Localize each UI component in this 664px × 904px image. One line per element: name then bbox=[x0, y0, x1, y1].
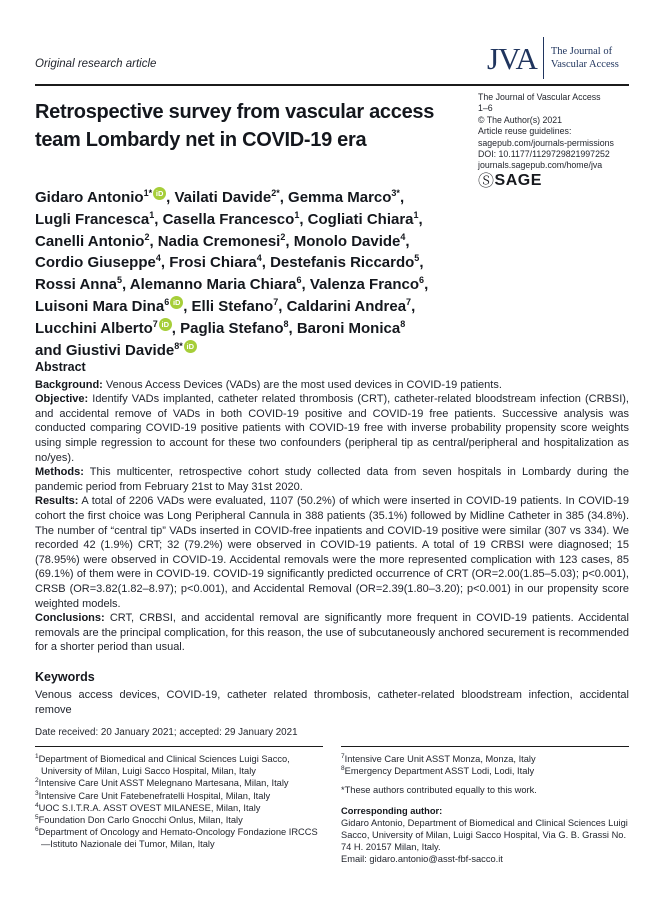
journal-logo-acronym: JVA bbox=[487, 40, 537, 76]
abstract-paragraphs bbox=[35, 378, 629, 655]
abstract-paragraph-label: Conclusions: bbox=[35, 612, 105, 625]
author-name: , Gemma Marco bbox=[279, 189, 392, 206]
author-affiliation-sup: 2 bbox=[280, 231, 286, 242]
author-name: , Paglia Stefano bbox=[171, 319, 284, 337]
author-name: , bbox=[418, 210, 423, 228]
footnote-sup: 5 bbox=[35, 813, 39, 821]
journal-logo bbox=[487, 37, 619, 79]
abstract-paragraph-label: Background: bbox=[35, 378, 103, 391]
footnote-sup: 3 bbox=[35, 789, 39, 797]
corresponding-author-heading: Corresponding author: bbox=[341, 805, 443, 816]
author-line bbox=[35, 318, 505, 340]
author-affiliation-sup: 4 bbox=[155, 253, 161, 264]
author-name: Luisoni Mara Dina bbox=[35, 297, 165, 315]
article-type-label: Original research article bbox=[35, 58, 157, 70]
journal-logo-name-line2: Vascular Access bbox=[550, 59, 619, 70]
author-affiliation-sup: 7 bbox=[406, 296, 412, 307]
footnote-sup: 8 bbox=[341, 765, 345, 773]
author-affiliation-sup: 4 bbox=[256, 253, 262, 264]
meta-link[interactable]: sagepub.com/journals-permissions bbox=[478, 137, 614, 148]
footnote-sup: 4 bbox=[35, 801, 39, 809]
author-name: , bbox=[424, 276, 429, 294]
orcid-icon[interactable]: iD bbox=[170, 296, 183, 309]
footnote-sup: 1 bbox=[35, 752, 39, 760]
author-affiliation-sup: 6 bbox=[296, 275, 302, 286]
author-name: , Alemanno Maria Chiara bbox=[121, 276, 297, 294]
abstract-paragraph: Results: A total of 2206 VADs were evaluated, 1107 (50.2%) of which were inserted in COVID-19 patients. In COVID-19 cohort the first choice was Long Peripheral Cannula in 388 patients (35.1%) followed by Midline Catheter in 385 (34.8%). The number of “central tip” VADs inserted in COVID-free inpatients and COVID-19 positive were similar (307 vs 334). We recorded 42 (1.9%) CRT; 32 (79.2%) were observed in COVID-19 patients. A total of 19 CRBSI were diagnosed; 15 (78.95%) were observed in COVID-19. Accidental removals were the more represented complication with 123 cases, 85 (69.1%) of them were in COVID-19. COVID-19 significantly predicted occurrence of CRT (OR=2.00(1.85–5.03); p<0.001), CRSB (OR=3.82(1.82–8.97); p<0.001), and Accidental Removal (OR=2.39(1.80–3.20); p<0.001) in our propensity score weighted models. bbox=[35, 495, 629, 610]
author-name: , Destefanis Riccardo bbox=[261, 254, 415, 272]
orcid-icon[interactable]: iD bbox=[159, 318, 172, 331]
meta-line: © The Author(s) 2021 bbox=[478, 114, 563, 125]
meta-line: DOI: 10.1177/1129729821997252 bbox=[478, 149, 610, 160]
meta-lines bbox=[478, 92, 634, 172]
author-list bbox=[35, 187, 505, 361]
affiliation-footnote: $^2$Intensive Care Unit ASST Melegnano Martesana, Milan, Italy bbox=[35, 777, 289, 789]
equal-contribution-note: *These authors contributed equally to this work. bbox=[341, 785, 537, 796]
sage-logo-text: SAGE bbox=[494, 171, 542, 189]
affiliation-footnote: $^3$Intensive Care Unit Fatebenefratelli Hospital, Milan, Italy bbox=[35, 789, 271, 801]
author-line bbox=[35, 187, 505, 209]
author-name: , Valenza Franco bbox=[301, 276, 420, 294]
meta-line: 1–6 bbox=[478, 103, 493, 114]
abstract-paragraph-label: Objective: bbox=[35, 393, 89, 406]
author-affiliation-sup: 3* bbox=[391, 188, 400, 198]
affiliation-footnote: $^6$Department of Oncology and Hemato-Oncology Fondazione IRCCS—Istituto Nazionale dei Tumor, Milan, Italy bbox=[35, 826, 318, 850]
header-rule bbox=[35, 84, 629, 86]
sage-logo bbox=[478, 170, 634, 190]
author-line bbox=[35, 340, 505, 362]
date-received-line: Date received: 20 January 2021; accepted: 29 January 2021 bbox=[35, 727, 298, 738]
orcid-icon[interactable]: iD bbox=[153, 187, 166, 200]
abstract-paragraph: Objective: Identify VADs implanted, catheter related thrombosis (CRT), catheter-related bloodstream infection (CRBSI), and accidental remove of VADs in both COVID-19 positive and COVID-19 free patients. Successive analysis was conducted comparing COVID-19 positive patients with COVID-19 free with inverse probability propensity score weights using simple regression to account for these two confounders (peripheral tip as central/peripheral and hospitalization as no/yes). bbox=[35, 393, 629, 464]
meta-line: Article reuse guidelines: bbox=[478, 126, 572, 137]
author-name: , Elli Stefano bbox=[183, 297, 274, 315]
sage-circled-s-icon: Ⓢ bbox=[478, 170, 495, 190]
author-affiliation-sup: 2* bbox=[271, 188, 280, 198]
abstract-paragraph-label: Results: bbox=[35, 495, 79, 508]
page-title bbox=[35, 98, 495, 154]
page-title-line2: team Lombardy net in COVID-19 era bbox=[35, 129, 367, 151]
author-affiliation-sup: 2 bbox=[144, 231, 150, 242]
journal-logo-name-line1: The Journal of bbox=[550, 45, 613, 57]
footnotes-right-column bbox=[341, 746, 629, 866]
corresponding-author-text: Gidaro Antonio, Department of Biomedical and Clinical Sciences Luigi Sacco, University of Milan, Luigi Sacco Hospital, Via G. B. Grassi No. 74 H. 20157 Milan, Italy. bbox=[341, 817, 628, 853]
author-name: Gidaro Antonio bbox=[35, 189, 144, 206]
author-name: Canelli Antonio bbox=[35, 232, 145, 250]
footnotes-left-column bbox=[35, 746, 323, 866]
corresponding-author-email[interactable]: Email: gidaro.antonio@asst-fbf-sacco.it bbox=[341, 854, 503, 865]
author-line bbox=[35, 231, 505, 253]
author-name: Lucchini Alberto bbox=[35, 319, 153, 337]
author-name: , Vailati Davide bbox=[166, 189, 272, 206]
footnote-sup: 7 bbox=[341, 752, 345, 760]
author-name: , Baroni Monica bbox=[288, 319, 401, 337]
author-affiliation-sup: 1 bbox=[149, 209, 155, 220]
journal-logo-divider bbox=[543, 37, 544, 79]
author-name: , bbox=[399, 189, 405, 206]
author-line bbox=[35, 274, 505, 296]
author-affiliation-sup: 4 bbox=[400, 231, 406, 242]
author-name: , Casella Francesco bbox=[154, 210, 295, 228]
author-affiliation-sup: 8* bbox=[174, 340, 183, 351]
abstract-section bbox=[35, 360, 629, 655]
author-name: , Cogliati Chiara bbox=[299, 210, 414, 228]
abstract-paragraph: Background: Venous Access Devices (VADs) are the most used devices in COVID-19 patients. bbox=[35, 378, 502, 391]
author-line bbox=[35, 209, 505, 231]
author-affiliation-sup: 6 bbox=[164, 296, 170, 307]
author-name: Cordio Giuseppe bbox=[35, 254, 156, 272]
author-line bbox=[35, 296, 505, 318]
meta-line: The Journal of Vascular Access bbox=[478, 92, 601, 102]
author-name: , Frosi Chiara bbox=[160, 254, 257, 272]
author-affiliation-sup: 5 bbox=[414, 253, 420, 264]
page-title-line1: Retrospective survey from vascular access bbox=[35, 101, 435, 123]
affiliation-footnote: $^4$UOC S.I.T.R.A. ASST OVEST MILANESE, Milan, Italy bbox=[35, 801, 261, 813]
abstract-heading: Abstract bbox=[35, 360, 86, 374]
orcid-icon[interactable]: iD bbox=[184, 340, 197, 353]
abstract-paragraph-label: Methods: bbox=[35, 466, 84, 479]
author-line bbox=[35, 252, 505, 274]
abstract-paragraph: Conclusions: CRT, CRBSI, and accidental removal are significantly more frequent in COVID-19 patients. Accidental removals are the principal complication, for this reason, the use of subcutaneously anchored securement is recommended for a shorter period than usual. bbox=[35, 612, 629, 654]
author-name: , bbox=[405, 232, 410, 250]
affiliation-footnote: $^8$Emergency Department ASST Lodi, Lodi, Italy bbox=[341, 765, 535, 777]
author-name: and Giustivi Davide bbox=[35, 341, 175, 359]
meta-link[interactable]: journals.sagepub.com/home/jva bbox=[478, 160, 603, 171]
author-name: , Caldarini Andrea bbox=[278, 297, 407, 315]
journal-metadata bbox=[478, 92, 634, 190]
footnote-sup: 6 bbox=[35, 826, 39, 834]
author-affiliation-sup: 7 bbox=[152, 318, 158, 329]
footnotes-section bbox=[35, 746, 629, 866]
author-affiliation-sup: 8 bbox=[283, 318, 289, 329]
footnote-sup: 2 bbox=[35, 777, 39, 785]
author-name: , bbox=[419, 254, 424, 272]
author-affiliation-sup: 5 bbox=[116, 275, 122, 286]
author-affiliation-sup: 1 bbox=[294, 209, 300, 220]
author-name: Rossi Anna bbox=[35, 276, 117, 294]
author-name: , Monolo Davide bbox=[285, 232, 401, 250]
affiliation-footnote: $^7$Intensive Care Unit ASST Monza, Monza, Italy bbox=[341, 752, 536, 764]
keywords-text: Venous access devices, COVID-19, catheter related thrombosis, catheter-related bloodstream infection, accidental remove bbox=[35, 688, 629, 716]
keywords-heading: Keywords bbox=[35, 670, 95, 684]
author-affiliation-sup: 1* bbox=[143, 188, 153, 198]
author-affiliation-sup: 8 bbox=[400, 318, 406, 329]
affiliation-footnote: $^5$Foundation Don Carlo Gnocchi Onlus, Milan, Italy bbox=[35, 813, 243, 826]
journal-logo-name bbox=[551, 45, 619, 71]
author-name: , bbox=[411, 297, 416, 315]
affiliation-footnote: $^1$Department of Biomedical and Clinical Sciences Luigi Sacco, University of Milan, Luigi Sacco Hospital, Milan, Italy bbox=[35, 752, 290, 777]
author-name: Lugli Francesca bbox=[35, 210, 150, 228]
author-affiliation-sup: 6 bbox=[419, 275, 425, 286]
author-name: , Nadia Cremonesi bbox=[149, 232, 281, 250]
abstract-paragraph: Methods: This multicenter, retrospective cohort study collected data from seven hospitals in Lombardy during the pandemic period from February 21st to May 31st 2020. bbox=[35, 466, 629, 493]
author-affiliation-sup: 1 bbox=[413, 209, 419, 220]
keywords-section bbox=[35, 670, 629, 717]
author-affiliation-sup: 7 bbox=[273, 296, 279, 307]
